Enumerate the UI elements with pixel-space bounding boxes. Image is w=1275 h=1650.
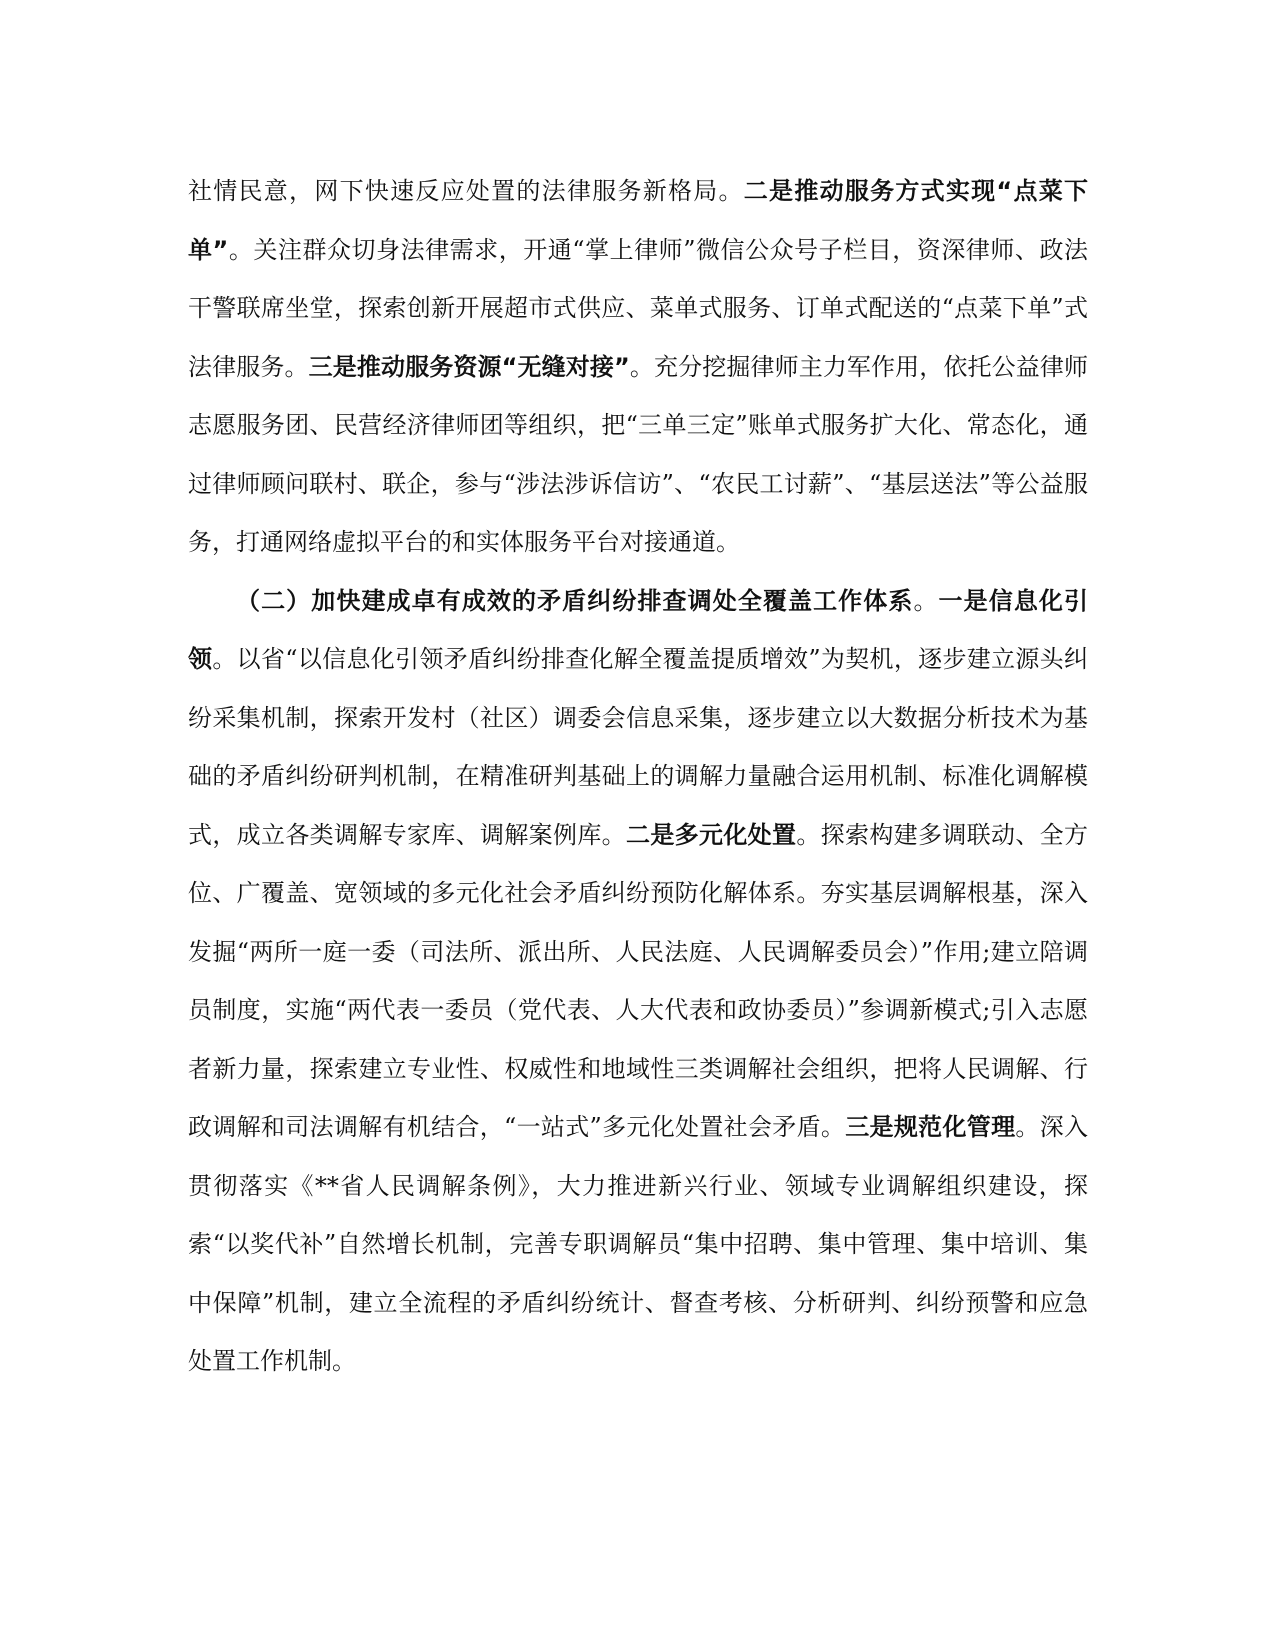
text-run: 。探索构建多调联动、全方位、广覆盖、宽领域的多元化社会矛盾纠纷预防化解体系。夯实基层调解根基，深入发掘“两所一庭一委（司法所、派出所、人民法庭、人民调解委员会）”作用;建立陪调员制度，实施“两代表一委员（党代表、人大代表和政协委员）”参调新模式;引入志愿者新力量，探索建立专业性、权威性和地域性三类调解社会组织，把将人民调解、行政调解和司法调解有机结合，“一站式”多元化处置社会矛盾。 [188, 820, 1089, 1141]
text-run: 。深入贯彻落实《**省人民调解条例》，大力推进新兴行业、领域专业调解组织建设，探索“以奖代补”自然增长机制，完善专职调解员“集中招聘、集中管理、集中培训、集中保障”机制，建立全流程的矛盾纠纷统计、督查考核、分析研判、纠纷预警和应急处置工作机制。 [188, 1113, 1089, 1375]
bold-heading-run: 二是多元化处置 [626, 820, 797, 849]
bold-heading-run: 二是推动服务方式实现“点菜下单” [188, 177, 1088, 264]
document-body [188, 162, 1088, 1391]
bold-heading-run: 三是推动服务资源“无缝对接” [308, 352, 630, 381]
text-run: 。以省“以信息化引领矛盾纠纷排查化解全覆盖提质增效”为契机，逐步建立源头纠纷采集机制，探索开发村（社区）调委会信息采集，逐步建立以大数据分析技术为基础的矛盾纠纷研判机制，在精准研判基础上的调解力量融合运用机制、标准化调解模式，成立各类调解专家库、调解案例库。 [188, 645, 1088, 849]
text-run: 。充分挖掘律师主力军作用，依托公益律师志愿服务团、民营经济律师团等组织，把“三单三定”账单式服务扩大化、常态化，通过律师顾问联村、联企，参与“涉法涉诉信访”、“农民工讨薪”、“基层送法”等公益服务，打通网络虚拟平台的和实体服务平台对接通道。 [188, 352, 1089, 556]
text-run: 。 [913, 586, 939, 615]
section-heading-run: （二）加快建成卓有成效的矛盾纠纷排查调处全覆盖工作体系 [236, 586, 914, 615]
text-run: 社情民意，网下快速反应处置的法律服务新格局。 [188, 177, 744, 205]
bold-heading-run: 一是信息化引领 [188, 586, 1089, 673]
paragraph-2 [188, 572, 1088, 1391]
text-run: 。关注群众切身法律需求，开通“掌上律师”微信公众号子栏目，资深律师、政法干警联席坐堂，探索创新开展超市式供应、菜单式服务、订单式配送的“点菜下单”式法律服务。 [188, 235, 1088, 381]
bold-heading-run: 三是规范化管理 [845, 1113, 1016, 1141]
paragraph-1 [188, 162, 1088, 572]
